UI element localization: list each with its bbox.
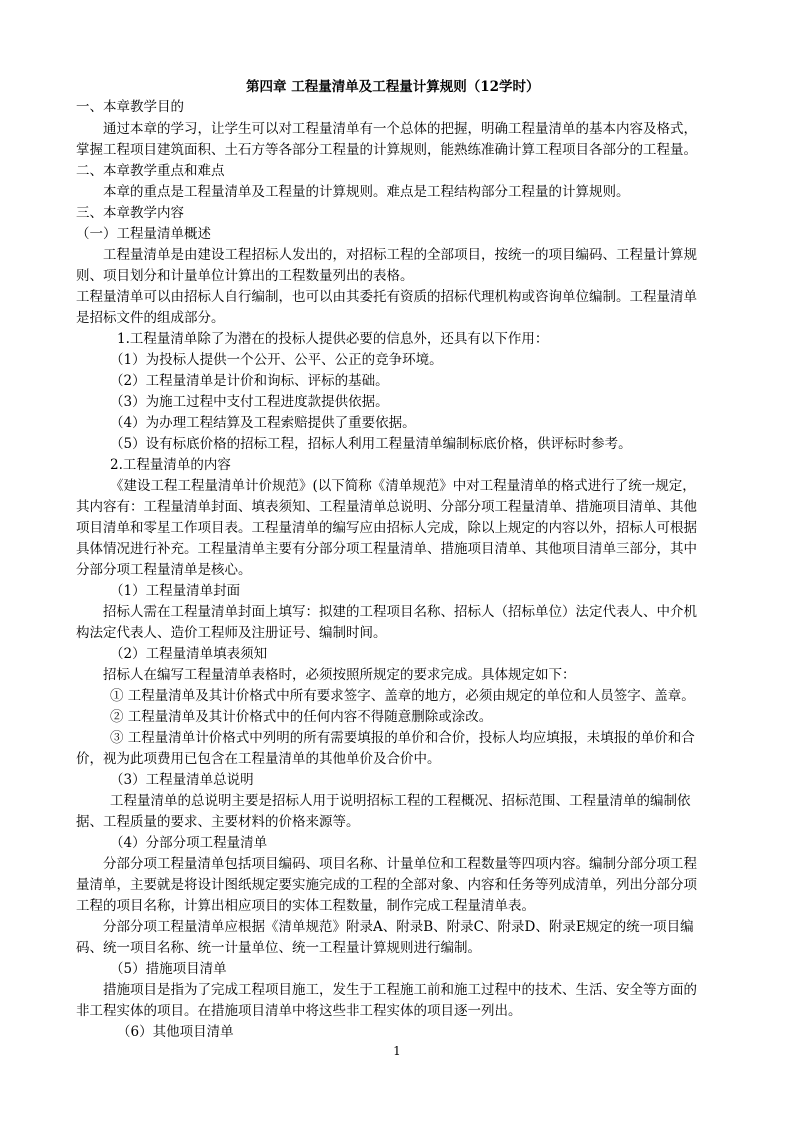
chapter-title: 第四章 工程量清单及工程量计算规则（12学时） <box>246 79 540 95</box>
paragraph-line: 码、统一项目名称、统一计量单位、统一工程量计算规则进行编制。 <box>76 940 481 956</box>
paragraph-line: 招标人在编写工程量清单表格时，必须按照所规定的要求完成。具体规定如下： <box>103 667 576 683</box>
list-item: （5）设有标底价格的招标工程，招标人利用工程量清单编制标底价格，供评标时参考。 <box>110 436 632 452</box>
heading-objectives: 一、本章教学目的 <box>76 99 184 115</box>
paragraph-line: 价，视为此项费用已包含在工程量清单的其他单价及合价中。 <box>76 751 441 767</box>
paragraph-line: 工程量清单是由建设工程招标人发出的，对招标工程的全部项目，按统一的项目编码、工程量计算规 <box>103 247 697 263</box>
section-heading: （4）分部分项工程量清单 <box>110 835 268 851</box>
paragraph-line: 措施项目是指为了完成工程项目施工，发生于工程施工前和施工过程中的技术、生活、安全等方面的 <box>103 982 697 998</box>
list-item: ① 工程量清单及其计价格式中所有要求签字、盖章的地方，必须由规定的单位和人员签字、盖章。 <box>110 688 695 704</box>
paragraph-line: 工程的项目名称，计算出相应项目的实体工程数量，制作完成工程量清单表。 <box>76 898 535 914</box>
paragraph-line: 工程量清单可以由招标人自行编制，也可以由其委托有资质的招标代理机构或咨询单位编制。工程量清单 <box>76 289 697 305</box>
list-item: （2）工程量清单是计价和询标、评标的基础。 <box>110 373 389 389</box>
list-item: ② 工程量清单及其计价格式中的任何内容不得随意删除或涂改。 <box>110 709 493 725</box>
subheading-overview: （一）工程量清单概述 <box>76 226 211 242</box>
paragraph-line: 工程量清单的总说明主要是招标人用于说明招标工程的工程概况、招标范围、工程量清单的编制依 <box>110 793 691 809</box>
paragraph-line: 本章的重点是工程量清单及工程量的计算规则。难点是工程结构部分工程量的计算规则。 <box>103 184 630 200</box>
list-item: （3）为施工过程中支付工程进度款提供依据。 <box>110 394 389 410</box>
page-number: 1 <box>393 1044 401 1058</box>
paragraph-line: 分部分项工程量清单包括项目编码、项目名称、计量单位和工程数量等四项内容。编制分部分项工程 <box>103 856 697 872</box>
paragraph-line: 分部分项工程量清单是核心。 <box>76 562 252 578</box>
list-item: ③ 工程量清单计价格式中列明的所有需要填报的单价和合价，投标人均应填报，未填报的单价和合 <box>110 730 695 746</box>
paragraph-line: 招标人需在工程量清单封面上填写：拟建的工程项目名称、招标人（招标单位）法定代表人、中介机 <box>103 604 697 620</box>
paragraph-line: 《建设工程工程量清单计价规范》(以下简称《清单规范》中对工程量清单的格式进行了统一规定， <box>110 478 696 494</box>
paragraph-line: 通过本章的学习，让学生可以对工程量清单有一个总体的把握，明确工程量清单的基本内容及格式， <box>103 121 697 137</box>
section-heading: （6）其他项目清单 <box>117 1024 234 1040</box>
list-item: （1）为投标人提供一个公开、公平、公正的竞争环境。 <box>110 352 443 368</box>
paragraph-line: 则、项目划分和计量单位计算出的工程数量列出的表格。 <box>76 268 414 284</box>
list-item: （4）为办理工程结算及工程索赔提供了重要依据。 <box>110 415 416 431</box>
paragraph-line: 分部分项工程量清单应根据《清单规范》附录A、附录B、附录C、附录D、附录E规定的统一项目编 <box>103 919 694 935</box>
paragraph-line: 据、工程质量的要求、主要材料的价格来源等。 <box>76 814 360 830</box>
paragraph-line: 量清单，主要就是将设计图纸规定要实施完成的工程的全部对象、内容和任务等列成清单，列出分部分项 <box>76 877 697 893</box>
paragraph-line: 具体情况进行补充。工程量清单主要有分部分项工程量清单、措施项目清单、其他项目清单三部分，其中 <box>76 541 697 557</box>
paragraph-line: 项目清单和零星工作项目表。工程量清单的编写应由招标人完成，除以上规定的内容以外，招标人可根据 <box>76 520 697 536</box>
section-heading: （2）工程量清单填表须知 <box>110 646 268 662</box>
list-heading: 2.工程量清单的内容 <box>110 457 231 473</box>
paragraph-line: 其内容有：工程量清单封面、填表须知、工程量清单总说明、分部分项工程量清单、措施项目清单、其他 <box>76 499 697 515</box>
paragraph-line: 掌握工程项目建筑面积、土石方等各部分工程量的计算规则，能熟练准确计算工程项目各部分的工程量。 <box>76 142 697 158</box>
heading-content: 三、本章教学内容 <box>76 205 184 221</box>
heading-key-points: 二、本章教学重点和难点 <box>76 163 225 179</box>
section-heading: （1）工程量清单封面 <box>110 583 241 599</box>
section-heading: （5）措施项目清单 <box>110 961 227 977</box>
list-heading: 1.工程量清单除了为潜在的投标人提供必要的信息外，还具有以下作用： <box>117 331 549 347</box>
paragraph-line: 构法定代表人、造价工程师及注册证号、编制时间。 <box>76 625 387 641</box>
paragraph-line: 是招标文件的组成部分。 <box>76 310 225 326</box>
section-heading: （3）工程量清单总说明 <box>110 772 254 788</box>
paragraph-line: 非工程实体的项目。在措施项目清单中将这些非工程实体的项目逐一列出。 <box>76 1003 522 1019</box>
